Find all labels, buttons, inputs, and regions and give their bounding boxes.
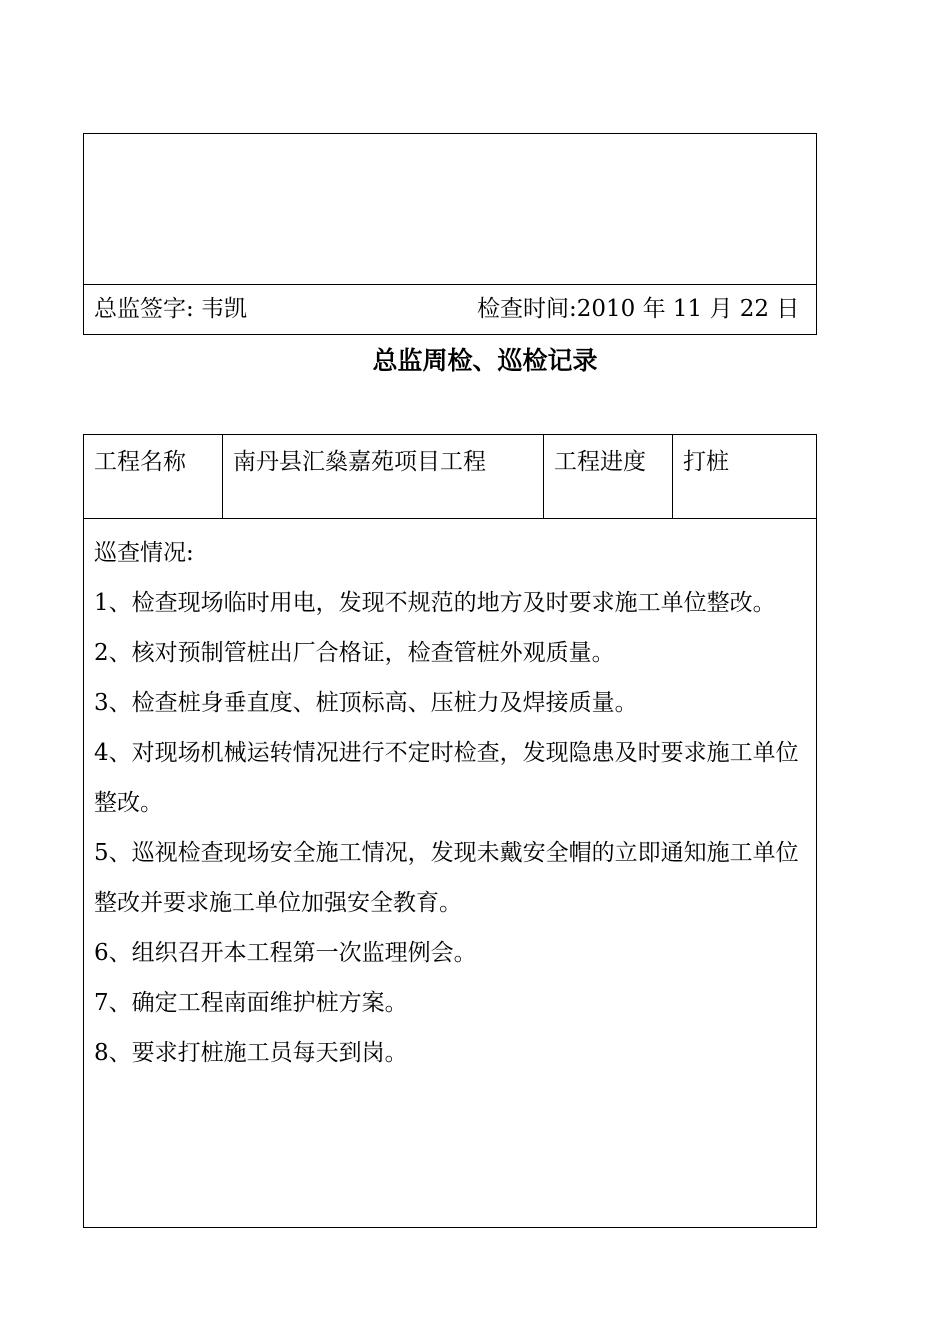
- project-info-row: [84, 435, 816, 519]
- inspection-item: 4、对现场机械运转情况进行不定时检查，发现隐患及时要求施工单位整改。: [94, 740, 799, 816]
- inspection-date: 检查时间:2010 年 11 月 22 日: [477, 296, 800, 322]
- inspection-heading: 巡查情况:: [94, 540, 194, 566]
- progress-value: 打桩: [683, 449, 729, 475]
- cell-divider: [672, 435, 673, 518]
- inspection-item: 6、组织召开本工程第一次监理例会。: [94, 940, 477, 966]
- inspection-item: 2、核对预制管桩出厂合格证，检查管桩外观质量。: [94, 640, 615, 666]
- inspection-item: 1、检查现场临时用电，发现不规范的地方及时要求施工单位整改。: [94, 590, 776, 616]
- project-name-value: 南丹县汇燊嘉苑项目工程: [233, 449, 486, 475]
- inspection-item: 7、确定工程南面维护桩方案。: [94, 990, 408, 1016]
- page-title: 总监周检、巡检记录: [372, 346, 598, 375]
- inspection-record-table: [83, 434, 817, 1228]
- progress-label: 工程进度: [554, 449, 646, 475]
- blank-content-cell: [84, 134, 816, 285]
- inspection-item: 5、巡视检查现场安全施工情况，发现未戴安全帽的立即通知施工单位整改并要求施工单位加强安全教育。: [94, 840, 799, 916]
- inspection-content: [94, 528, 809, 1078]
- cell-divider: [543, 435, 544, 518]
- previous-record-table: [83, 133, 817, 335]
- project-name-label: 工程名称: [94, 449, 186, 475]
- supervisor-signature: 总监签字: 韦凯: [94, 296, 248, 322]
- cell-divider: [222, 435, 223, 518]
- inspection-item: 3、检查桩身垂直度、桩顶标高、压桩力及焊接质量。: [94, 690, 638, 716]
- inspection-item: 8、要求打桩施工员每天到岗。: [94, 1040, 408, 1066]
